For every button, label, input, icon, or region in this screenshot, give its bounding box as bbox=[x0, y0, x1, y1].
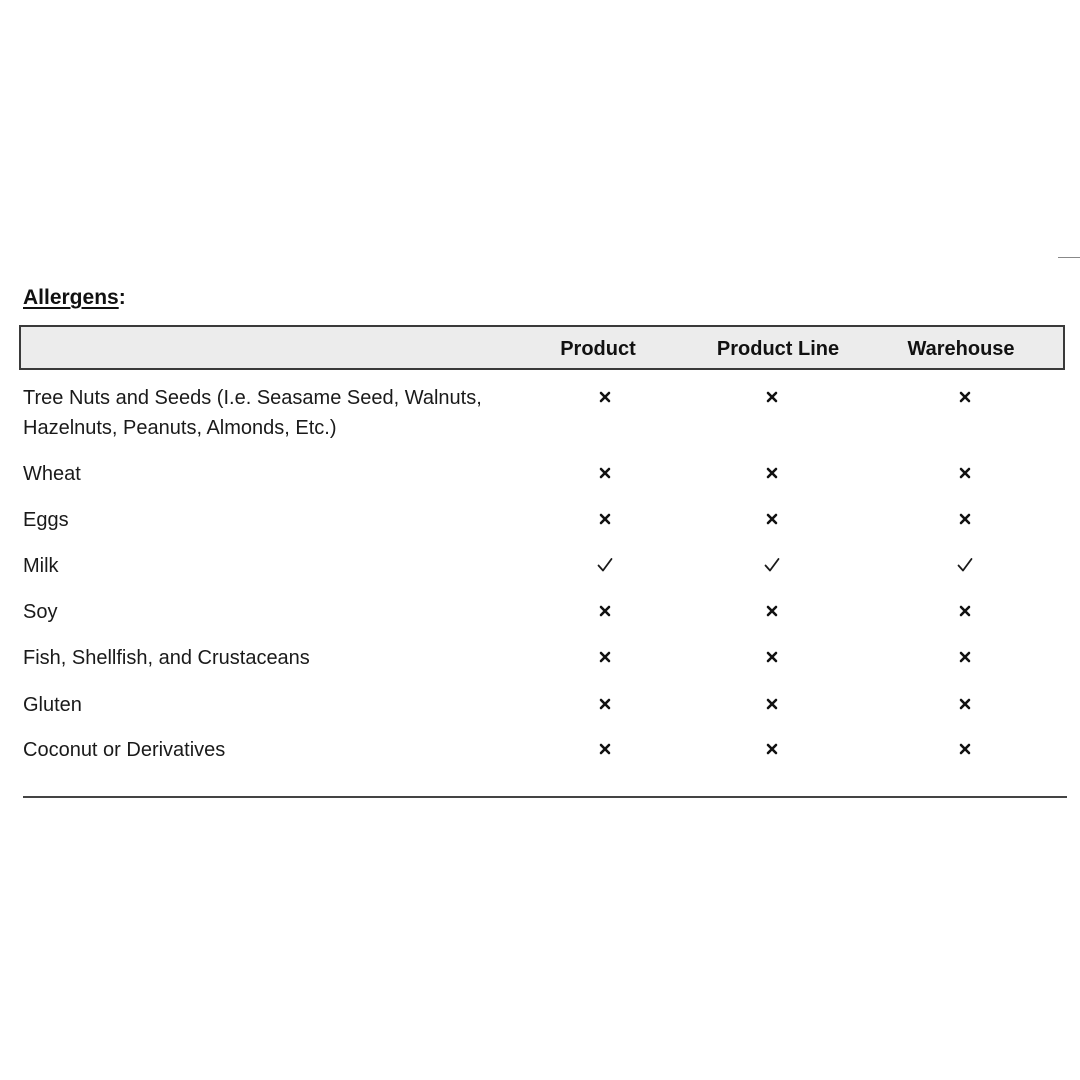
row-label-line: Tree Nuts and Seeds (I.e. Seasame Seed, Walnuts, bbox=[23, 387, 482, 409]
section-heading-text: Allergens bbox=[23, 286, 119, 309]
table-bottom-rule bbox=[23, 796, 1067, 798]
row-label-line: Wheat bbox=[23, 463, 81, 485]
row-label-line: Milk bbox=[23, 555, 59, 577]
row-label bbox=[23, 643, 310, 673]
cross-icon bbox=[595, 647, 615, 667]
cross-icon bbox=[595, 387, 615, 407]
cross-icon bbox=[955, 694, 975, 714]
cross-icon bbox=[762, 739, 782, 759]
row-label-line: Fish, Shellfish, and Crustaceans bbox=[23, 647, 310, 669]
cross-icon bbox=[595, 463, 615, 483]
row-label-line: Hazelnuts, Peanuts, Almonds, Etc.) bbox=[23, 417, 337, 439]
cross-icon bbox=[595, 694, 615, 714]
cross-icon bbox=[955, 739, 975, 759]
row-label bbox=[23, 383, 482, 443]
cross-icon bbox=[762, 601, 782, 621]
check-icon bbox=[762, 555, 782, 575]
cross-icon bbox=[955, 509, 975, 529]
cross-icon bbox=[955, 601, 975, 621]
cross-icon bbox=[955, 387, 975, 407]
row-label bbox=[23, 690, 82, 720]
cross-icon bbox=[762, 509, 782, 529]
row-label bbox=[23, 551, 59, 581]
check-icon bbox=[595, 555, 615, 575]
row-label bbox=[23, 505, 69, 535]
cross-icon bbox=[762, 387, 782, 407]
column-header-product: Product bbox=[560, 338, 636, 360]
table-header bbox=[19, 325, 1065, 370]
cross-icon bbox=[762, 694, 782, 714]
row-label-line: Soy bbox=[23, 601, 58, 623]
cross-icon bbox=[955, 463, 975, 483]
cross-icon bbox=[762, 647, 782, 667]
column-header-warehouse: Warehouse bbox=[907, 338, 1015, 360]
row-label-line: Coconut or Derivatives bbox=[23, 739, 226, 761]
section-heading bbox=[23, 286, 126, 310]
column-header-product-line: Product Line bbox=[716, 338, 840, 360]
cross-icon bbox=[955, 647, 975, 667]
row-label bbox=[23, 597, 57, 627]
row-label-line: Gluten bbox=[23, 694, 82, 716]
section-heading-colon: : bbox=[118, 286, 126, 309]
cross-icon bbox=[595, 509, 615, 529]
check-icon bbox=[955, 555, 975, 575]
cross-icon bbox=[595, 601, 615, 621]
row-label bbox=[23, 459, 81, 489]
row-label bbox=[23, 735, 225, 765]
cross-icon bbox=[762, 463, 782, 483]
row-label-line: Eggs bbox=[23, 509, 69, 531]
corner-rule bbox=[1058, 257, 1080, 258]
cross-icon bbox=[595, 739, 615, 759]
